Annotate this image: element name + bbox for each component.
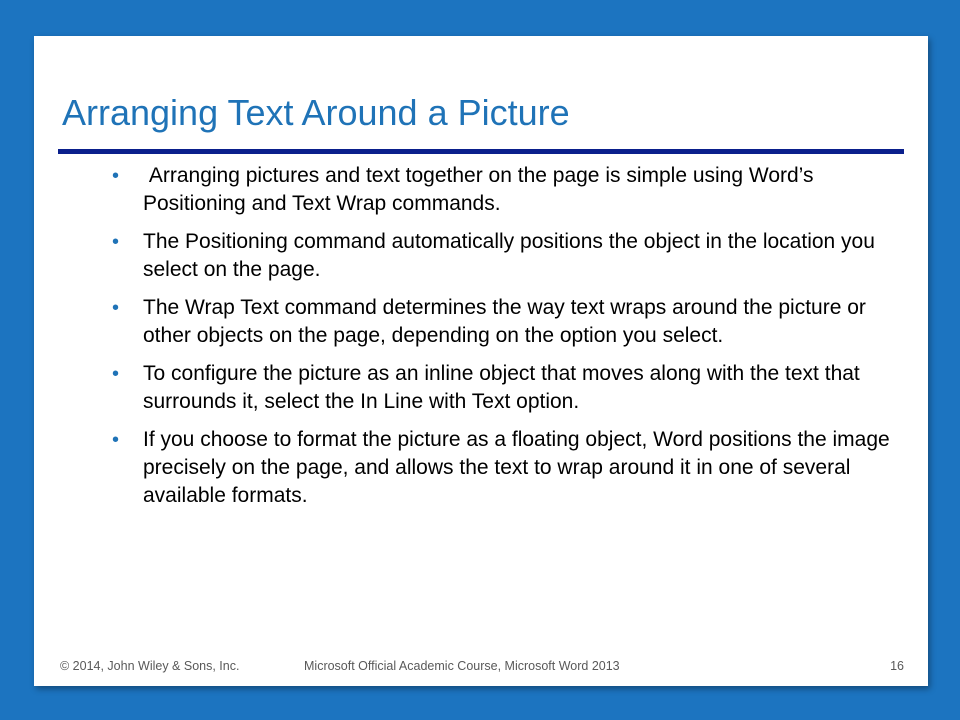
bullet-icon: • <box>112 231 120 253</box>
bullet-item <box>110 228 910 284</box>
bullet-text: To configure the picture as an inline object that moves along with the text that surrounds it, select the In Line with Text option. <box>143 362 860 413</box>
bullet-text: Arranging pictures and text together on the page is simple using Word’s Positioning and Text Wrap commands. <box>143 164 820 215</box>
bullet-item <box>110 426 910 510</box>
bullet-text: The Wrap Text command determines the way text wraps around the picture or other objects on the page, depending on the option you select. <box>143 296 866 347</box>
bullet-icon: • <box>112 297 120 319</box>
footer-course: Microsoft Official Academic Course, Microsoft Word 2013 <box>304 659 620 673</box>
bullet-item <box>110 294 910 350</box>
bullet-list <box>110 162 910 520</box>
bullet-text: The Positioning command automatically positions the object in the location you select on the page. <box>143 230 875 281</box>
bullet-icon: • <box>112 363 120 385</box>
bullet-item <box>110 360 910 416</box>
slide-title: Arranging Text Around a Picture <box>62 92 570 133</box>
slide <box>34 36 928 686</box>
title-underline <box>58 149 904 154</box>
bullet-icon: • <box>112 429 120 451</box>
bullet-item <box>110 162 910 218</box>
bullet-icon: • <box>112 165 120 187</box>
footer-copyright: © 2014, John Wiley & Sons, Inc. <box>60 659 240 673</box>
bullet-text: If you choose to format the picture as a floating object, Word positions the image precisely on the page, and allows the text to wrap around it in one of several available formats. <box>143 428 890 507</box>
footer-page-number: 16 <box>890 659 904 673</box>
